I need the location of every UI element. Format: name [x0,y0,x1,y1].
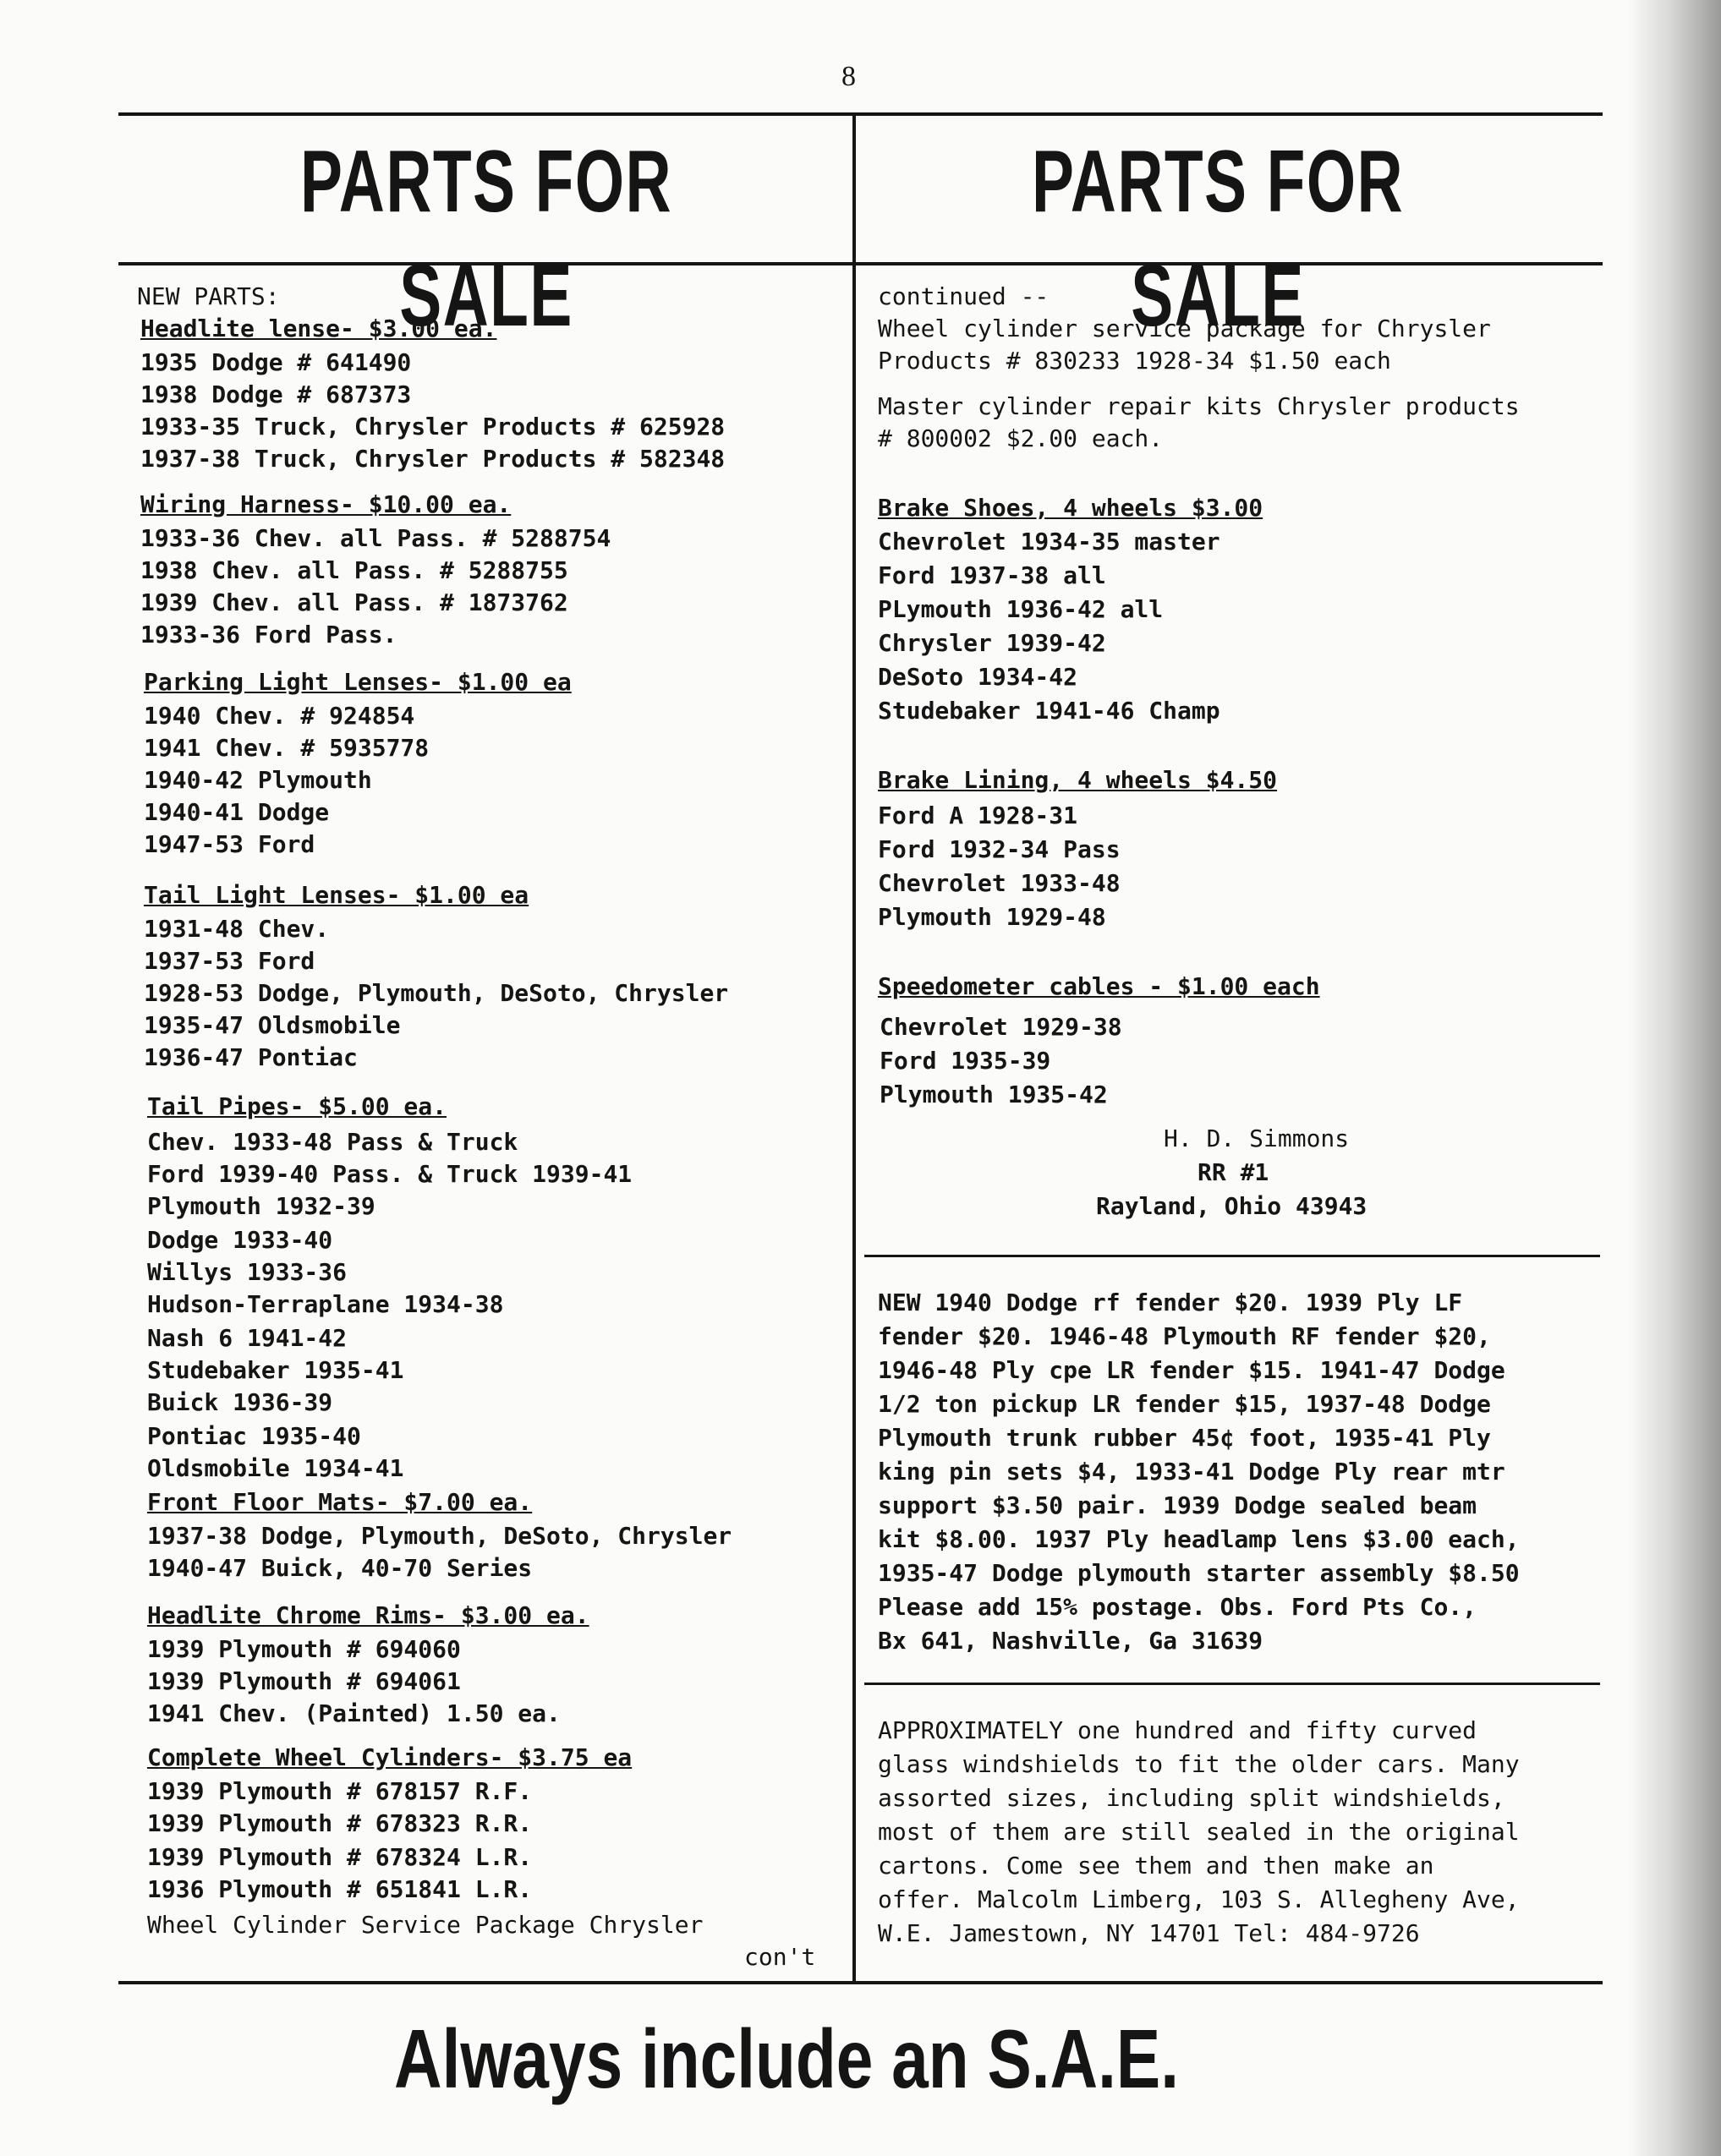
ad-line: 1935-47 Dodge plymouth starter assembly $8.50 [878,1559,1520,1587]
section-heading: Headlite lense- $3.00 ea. [140,315,497,342]
left-heading: PARTS FOR SALE [299,133,673,345]
page-number: 8 [841,61,856,92]
list-item: Chevrolet 1934-35 master [878,528,1220,555]
list-item: PLymouth 1936-42 all [878,595,1164,623]
ad-line: most of them are still sealed in the original [878,1818,1520,1846]
list-item: Plymouth 1929-48 [878,903,1106,931]
list-item: Hudson-Terraplane 1934-38 [147,1290,504,1318]
list-item: 1938 Dodge # 687373 [140,380,412,408]
seller-city: Rayland, Ohio 43943 [1096,1192,1367,1220]
ad-line: kit $8.00. 1937 Ply headlamp lens $3.00 each, [878,1525,1520,1553]
section-heading: Brake Shoes, 4 wheels $3.00 [878,494,1263,522]
left-column [135,279,846,1978]
continued-note: con't [744,1943,816,1971]
right-line: # 800002 $2.00 each. [878,424,1164,452]
ad-line: king pin sets $4, 1933-41 Dodge Ply rear mtr [878,1458,1505,1486]
section-heading: Tail Light Lenses- $1.00 ea [144,881,529,909]
ad-line: support $3.50 pair. 1939 Dodge sealed beam [878,1491,1477,1519]
top-rule [118,112,1603,116]
ad-line: cartons. Come see them and then make an [878,1852,1434,1880]
list-item: Studebaker 1935-41 [147,1356,404,1384]
list-item: 1940-41 Dodge [144,798,330,826]
list-item: 1933-36 Ford Pass. [140,621,397,648]
list-item: 1940-47 Buick, 40-70 Series [147,1554,533,1582]
seller-route: RR #1 [1198,1158,1269,1186]
list-item: Chevrolet 1933-48 [878,869,1121,897]
list-item: Dodge 1933-40 [147,1226,333,1254]
list-item: 1940 Chev. # 924854 [144,702,415,730]
list-item: 1935 Dodge # 641490 [140,348,412,376]
list-item: 1941 Chev. (Painted) 1.50 ea. [147,1699,561,1727]
list-item: 1939 Plymouth # 694061 [147,1667,461,1695]
right-line: continued -- [878,282,1050,310]
ad-line: NEW 1940 Dodge rf fender $20. 1939 Ply LF [878,1289,1463,1316]
list-item: Chevrolet 1929-38 [880,1013,1122,1041]
list-item: Oldsmobile 1934-41 [147,1454,404,1482]
section-heading: Brake Lining, 4 wheels $4.50 [878,766,1278,794]
list-item: Studebaker 1941-46 Champ [878,697,1220,725]
bottom-rule [118,1981,1603,1984]
right-line: Wheel cylinder service package for Chrysler [878,315,1491,342]
ad-line: 1946-48 Ply cpe LR fender $15. 1941-47 Dodge [878,1356,1505,1384]
left-line: NEW PARTS: [137,282,280,310]
list-item: 1947-53 Ford [144,830,315,858]
list-item: 1933-35 Truck, Chrysler Products # 625928 [140,413,726,441]
list-item: DeSoto 1934-42 [878,663,1078,691]
list-item: Ford 1935-39 [880,1047,1051,1075]
right-heading: PARTS FOR SALE [1031,133,1405,345]
list-item: Nash 6 1941-42 [147,1324,348,1352]
ad-line: APPROXIMATELY one hundred and fifty curved [878,1716,1477,1744]
ad-line: glass windshields to fit the older cars. Many [878,1750,1520,1778]
ad-separator [864,1683,1600,1685]
list-item: 1933-36 Chev. all Pass. # 5288754 [140,524,611,552]
list-item: 1939 Chev. all Pass. # 1873762 [140,588,568,616]
right-line: Products # 830233 1928-34 $1.50 each [878,347,1391,375]
right-column [876,279,1603,1978]
list-item: 1938 Chev. all Pass. # 5288755 [140,556,568,584]
seller-name: H. D. Simmons [1164,1125,1350,1152]
list-item: Willys 1933-36 [147,1258,348,1286]
list-item: 1936 Plymouth # 651841 L.R. [147,1875,533,1903]
list-item: 1940-42 Plymouth [144,766,372,794]
list-item: 1928-53 Dodge, Plymouth, DeSoto, Chrysler [144,979,729,1007]
list-item: 1939 Plymouth # 694060 [147,1635,461,1663]
list-item: Plymouth 1932-39 [147,1192,375,1220]
list-item: 1937-53 Ford [144,947,315,975]
section-heading: Headlite Chrome Rims- $3.00 ea. [147,1601,589,1629]
list-item: Ford A 1928-31 [878,802,1078,829]
list-item: 1939 Plymouth # 678157 R.F. [147,1777,533,1805]
section-heading: Parking Light Lenses- $1.00 ea [144,668,572,696]
list-item: 1939 Plymouth # 678323 R.R. [147,1809,533,1837]
list-item: Buick 1936-39 [147,1388,333,1416]
ad-line: 1/2 ton pickup LR fender $15, 1937-48 Dodge [878,1390,1491,1418]
list-item: 1931-48 Chev. [144,915,330,943]
list-item: Ford 1937-38 all [878,561,1106,589]
section-heading: Tail Pipes- $5.00 ea. [147,1092,447,1120]
right-line: Master cylinder repair kits Chrysler products [878,392,1520,420]
section-heading: Front Floor Mats- $7.00 ea. [147,1488,533,1516]
page-edge-shadow [1628,0,1721,2156]
ad-line: assorted sizes, including split windshields, [878,1784,1505,1812]
list-item: Ford 1939-40 Pass. & Truck 1939-41 [147,1160,633,1188]
list-item: Chev. 1933-48 Pass & Truck [147,1128,518,1156]
list-item: 1935-47 Oldsmobile [144,1011,401,1039]
section-heading: Speedometer cables - $1.00 each [878,972,1320,1000]
ad-line: Bx 641, Nashville, Ga 31639 [878,1627,1263,1655]
left-line: Wheel Cylinder Service Package Chrysler [147,1911,704,1939]
list-item: Pontiac 1935-40 [147,1422,361,1450]
column-divider [852,112,856,1983]
ad-line: offer. Malcolm Limberg, 103 S. Allegheny Ave, [878,1885,1520,1913]
list-item: 1937-38 Dodge, Plymouth, DeSoto, Chrysler [147,1522,732,1550]
list-item: Chrysler 1939-42 [878,629,1106,657]
section-heading: Wiring Harness- $10.00 ea. [140,490,512,518]
ad-line: W.E. Jamestown, NY 14701 Tel: 484-9726 [878,1919,1420,1947]
footer-slogan: Always include an S.A.E. [393,2012,1180,2105]
ad-line: fender $20. 1946-48 Plymouth RF fender $20, [878,1322,1491,1350]
section-heading: Complete Wheel Cylinders- $3.75 ea [147,1743,633,1771]
ad-line: Plymouth trunk rubber 45¢ foot, 1935-41 Ply [878,1424,1491,1452]
heading-bottom-rule [118,262,1603,265]
list-item: Ford 1932-34 Pass [878,835,1121,863]
list-item: Plymouth 1935-42 [880,1081,1108,1108]
ad-line: Please add 15% postage. Obs. Ford Pts Co., [878,1593,1477,1621]
list-item: 1937-38 Truck, Chrysler Products # 582348 [140,445,726,473]
list-item: 1936-47 Pontiac [144,1043,358,1071]
ad-separator [864,1255,1600,1257]
list-item: 1939 Plymouth # 678324 L.R. [147,1843,533,1871]
list-item: 1941 Chev. # 5935778 [144,734,430,762]
